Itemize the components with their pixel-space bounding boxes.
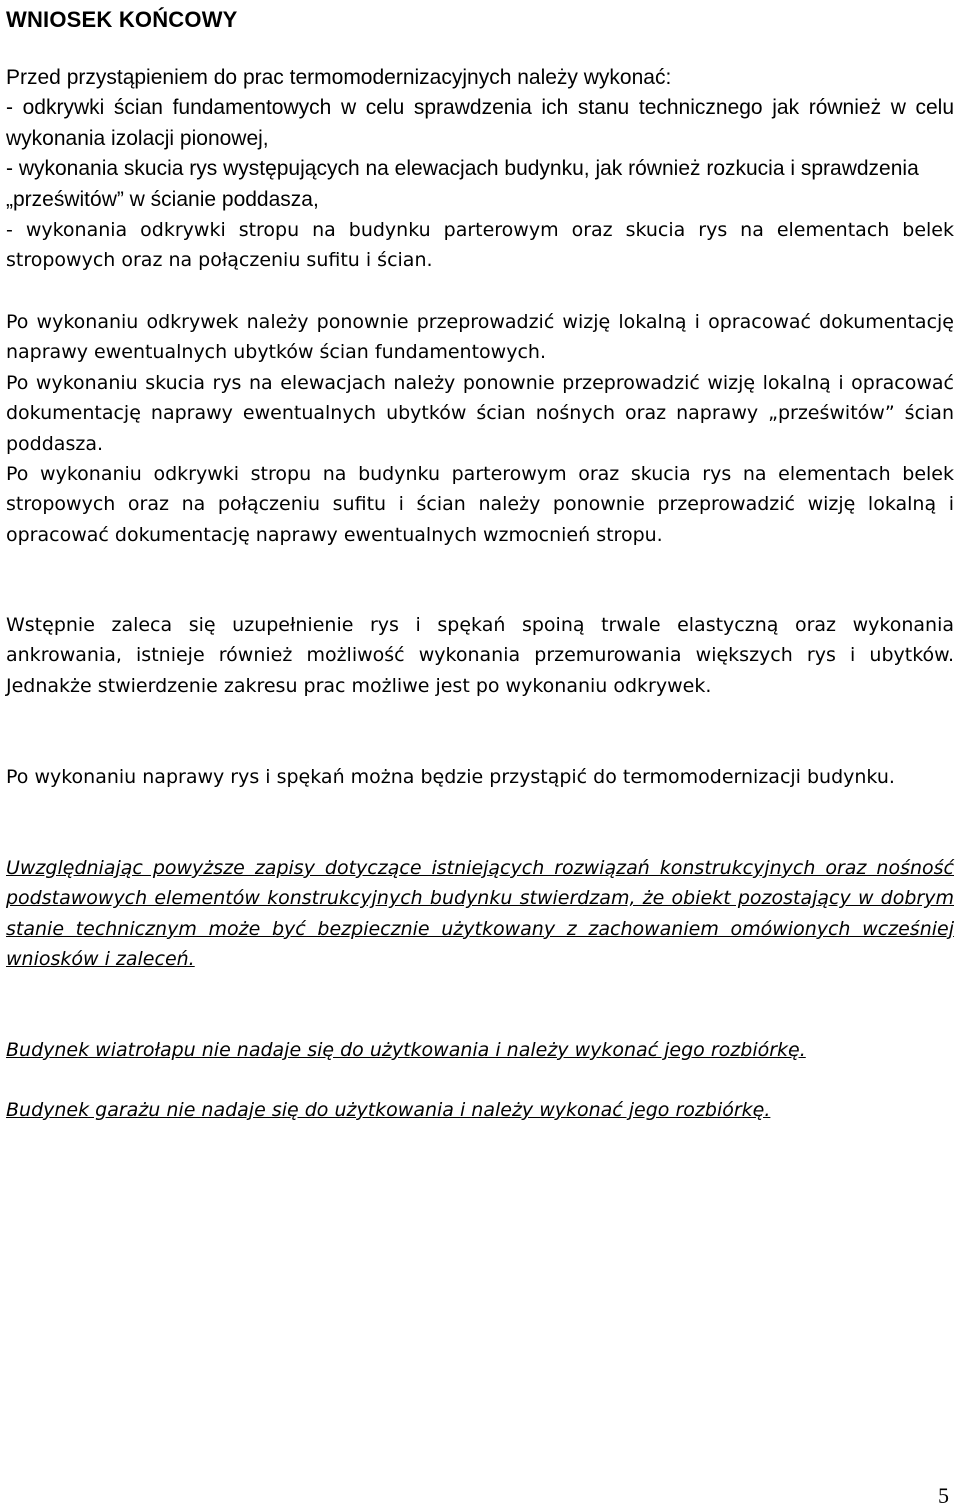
- paragraph-preliminary-recommendation: Wstępnie zaleca się uzupełnienie rys i spękań spoiną trwale elastyczną oraz wykonania ankrowania, istnieje również możliwość wykonania przemurowania większych rys i ubytków. Jednakże stwierdzenie zakresu prac możliwe jest po wykonaniu odkrywek.: [6, 614, 954, 697]
- page-number: 5: [938, 1483, 949, 1508]
- paragraph-foundation-inspection: Po wykonaniu odkrywek należy ponownie przeprowadzić wizję lokalną i opracować dokumentację naprawy ewentualnych ubytków ścian fundamentowych.: [6, 311, 954, 364]
- conclusion-vestibule-block: [6, 1035, 954, 1065]
- conclusion-garage-block: [6, 1095, 954, 1125]
- paragraph-facade-inspection: Po wykonaniu skucia rys na elewacjach należy ponownie przeprowadzić wizję lokalną i opracować dokumentację naprawy ewentualnych ubytków ścian nośnych oraz naprawy „prześwitów” ścian poddasza.: [6, 371, 954, 455]
- paragraph-thermomodernization: Po wykonaniu naprawy rys i spękań można będzie przystąpić do termomodernizacji budynku.: [6, 766, 895, 788]
- intro-item-ceiling: - wykonania odkrywki stropu na budynku parterowym oraz skucia rys na elementach belek stropowych oraz na połączeniu sufitu i ścian.: [6, 219, 954, 272]
- intro-item-ceiling-block: [6, 215, 954, 276]
- intro-item-foundation: - odkrywki ścian fundamentowych w celu sprawdzenia ich stanu technicznego jak również w celu wykonania izolacji pionowej,: [6, 96, 954, 150]
- intro-lead: Przed przystąpieniem do prac termomodernizacyjnych należy wykonać:: [6, 66, 672, 89]
- paragraphs-section: [6, 307, 954, 550]
- conclusion-vestibule: Budynek wiatrołapu nie nadaje się do użytkowania i należy wykonać jego rozbiórkę.: [6, 1039, 806, 1061]
- recommendation-section: [6, 610, 954, 701]
- intro-section: [6, 63, 954, 215]
- conclusion-garage: Budynek garażu nie nadaje się do użytkowania i należy wykonać jego rozbiórkę.: [6, 1099, 771, 1121]
- intro-item-cracks: - wykonania skucia rys występujących na elewacjach budynku, jak również rozkucia i sprawdzenia „prześwitów” w ścianie poddasza,: [6, 157, 919, 211]
- conclusion-main: Uwzględniając powyższe zapisy dotyczące istniejących rozwiązań konstrukcyjnych oraz nośność podstawowych elementów konstrukcyjnych budynku stwierdzam, że obiekt pozostający w dobrym stanie technicznym może być bezpiecznie użytkowany z zachowaniem omówionych wcześniej wniosków i zaleceń.: [6, 857, 954, 971]
- paragraph-ceiling-inspection: Po wykonaniu odkrywki stropu na budynku parterowym oraz skucia rys na elementach belek stropowych oraz na połączeniu sufitu i ścian należy ponownie przeprowadzić wizję lokalną i opracować dokumentację naprawy ewentualnych wzmocnień stropu.: [6, 463, 954, 546]
- conclusion-section: [6, 853, 954, 975]
- final-note-section: [6, 762, 954, 792]
- document-title: WNIOSEK KOŃCOWY: [6, 7, 238, 32]
